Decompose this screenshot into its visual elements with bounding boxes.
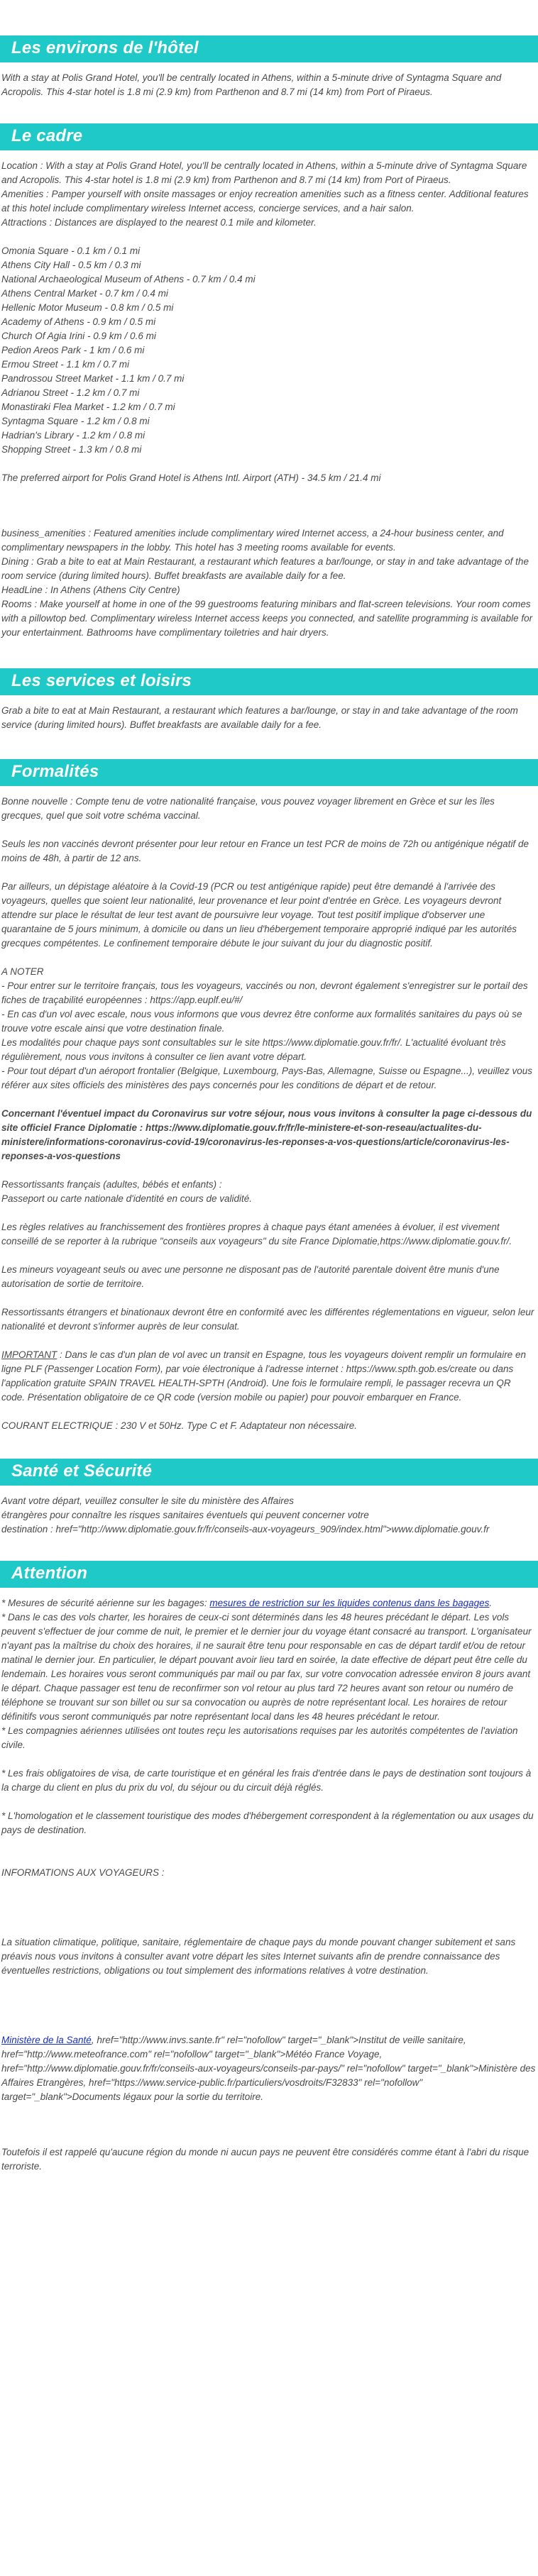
list-item: Monastiraki Flea Market - 1.2 km / 0.7 mi	[1, 402, 175, 412]
list-item: Pandrossou Street Market - 1.1 km / 0.7 mi	[1, 373, 185, 384]
list-item: Church Of Agia Irini - 0.9 km / 0.6 mi	[1, 331, 156, 341]
attention-compagnies: * Les compagnies aériennes utilisées ont toutes reçu les autorisations requises par les autorités compétentes de l'aviation civile.	[1, 1725, 518, 1750]
cadre-rooms: Rooms : Make yourself at home in one of the 99 guestrooms featuring minibars and flat-screen televisions. Your room comes with a pillowtop bed. Complimentary wireless Internet access keeps you connected, and satellite programming is available for your entertainment. Bathrooms have complimentary toiletries and hair dryers.	[1, 599, 533, 638]
ressortissants-line: Ressortissants français (adultes, bébés et enfants) :	[1, 1179, 222, 1190]
attention-toutefois: Toutefois il est rappelé qu'aucune région du monde ni aucun pays ne peuvent être considérés comme étant à l'abri du risque terroriste.	[1, 2147, 529, 2172]
cadre-dining: Dining : Grab a bite to eat at Main Restaurant, a restaurant which features a bar/lounge, or stay in and take advantage of the room service (during limited hours). Buffet breakfasts are available daily for a fee.	[1, 556, 529, 581]
formalites-p1: Bonne nouvelle : Compte tenu de votre nationalité française, vous pouvez voyager librement en Grèce et sur les îles grecques, quel que soit votre schéma vaccinal.	[1, 796, 495, 821]
attention-homologation: * L'homologation et le classement touristique des modes d'hébergement correspondent à la réglementation ou aux usages du pays de destination.	[1, 1811, 534, 1835]
formalites-important	[1, 1348, 537, 1405]
section-environs	[0, 35, 538, 99]
mesures-suffix: .	[489, 1598, 493, 1608]
list-item: Athens City Hall - 0.5 km / 0.3 mi	[1, 260, 141, 270]
list-item: Shopping Street - 1.3 km / 0.8 mi	[1, 444, 142, 455]
cadre-business: business_amenities : Featured amenities include complimentary wired Internet access, a 24-hour business center, and complimentary newspapers in the lobby. This hotel has 3 meeting rooms available for events.	[1, 528, 504, 553]
services-title: Les services et loisirs	[0, 668, 538, 695]
important-label: IMPORTANT	[1, 1349, 57, 1360]
attention-situation: La situation climatique, politique, sanitaire, réglementaire de chaque pays du monde pouvant changer subitement et sans préavis nous vous invitons à consulter avant votre départ les sites Internet suivants afin de prendre connaissance des éventuelles restrictions, obligations ou tout simplement des informations relatives à votre destination.	[1, 1937, 516, 1976]
list-item: Hellenic Motor Museum - 0.8 km / 0.5 mi	[1, 302, 174, 313]
ministere-line	[1, 2033, 537, 2104]
formalites-title: Formalités	[0, 759, 538, 786]
mesures-line	[1, 1596, 537, 1610]
list-item: Hadrian's Library - 1.2 km / 0.8 mi	[1, 430, 146, 441]
section-sante	[0, 1459, 538, 1537]
coronavirus-notice: Concernant l'éventuel impact du Coronavirus sur votre séjour, nous vous invitons à consulter la page ci-dessous du site officiel France Diplomatie : https://www.diplomatie.gouv.fr/fr/le-ministere-et-son-reseau/actualites-du-ministere/informations-coronavirus-covid-19/coronavirus-les-reponses-a-vos-questions/article/coronavirus-les-reponses-a-vos-questions	[1, 1108, 532, 1161]
sante-line: Avant votre départ, veuillez consulter le site du ministère des Affaires	[1, 1496, 294, 1506]
cadre-amenities: Amenities : Pamper yourself with onsite massages or enjoy recreation amenities such as a fitness center. Additional features at this hotel include complimentary wireless Internet access, concierge services, and a hair salon.	[1, 189, 529, 214]
sante-title: Santé et Sécurité	[0, 1459, 538, 1486]
noter-title: A NOTER	[1, 966, 44, 977]
ressortissants-block	[1, 1178, 537, 1206]
list-item: Pedion Areos Park - 1 km / 0.6 mi	[1, 345, 145, 355]
ministere-link[interactable]: Ministère de la Santé	[1, 2035, 92, 2045]
mesures-prefix: * Mesures de sécurité aérienne sur les bagages:	[1, 1598, 210, 1608]
list-item: Syntagma Square - 1.2 km / 0.8 mi	[1, 416, 150, 426]
list-item: Academy of Athens - 0.9 km / 0.5 mi	[1, 316, 156, 327]
formalites-p3: Par ailleurs, un dépistage aléatoire à la Covid-19 (PCR ou test antigénique rapide) peut être demandé à l'arrivée des voyageurs, quelles que soient leur nationalité, leur provenance et leur point d'entrée en Grèce. Les voyageurs devront attendre sur place le résultat de leur test avant de poursuivre leur voyage. Tout test positif implique d'observer une quarantaine de 5 jours minimum, à domicile ou dans un lieu d'hébergement temporaire approprié indiqué par les autorités grecques compétentes. Le confinement temporaire débute le jour suivant du jour du diagnostic positif.	[1, 881, 517, 949]
sante-line: destination : href="http://www.diplomatie.gouv.fr/fr/conseils-aux-voyageurs_909/index.html">www.diplomatie.gouv.fr	[1, 1524, 490, 1535]
ressortissants-line: Passeport ou carte nationale d'identité en cours de validité.	[1, 1193, 253, 1204]
infos-title: INFORMATIONS AUX VOYAGEURS :	[1, 1867, 165, 1878]
environs-title: Les environs de l'hôtel	[0, 35, 538, 62]
section-attention	[0, 1561, 538, 2174]
ministere-text: , href="http://www.invs.sante.fr" rel="nofollow" target="_blank">Institut de veille sanitaire, href="http://www.meteofrance.com" rel="nofollow" target="_blank">Météo France Voyage, href="http://www.diplomatie.gouv.fr/fr/conseils-aux-voyageurs/conseils-par-pays/" rel="nofollow" target="_blank">Ministère des Affaires Etrangères, href="https://www.service-public.fr/particuliers/vosdroits/F32833" rel="nofollow" target="_blank">Documents légaux pour la sortie du territoire.	[1, 2035, 536, 2102]
attention-title: Attention	[0, 1561, 538, 1588]
section-formalites	[0, 759, 538, 1433]
cadre-attractions: Attractions : Distances are displayed to the nearest 0.1 mile and kilometer.	[1, 217, 317, 228]
list-item: Adrianou Street - 1.2 km / 0.7 mi	[1, 387, 140, 398]
noter-line: - Pour tout départ d'un aéroport frontalier (Belgique, Luxembourg, Pays-Bas, Allemagne, Suisse ou Espagne...), veuillez vous référer aux sites officiels des ministères des pays concernés pour les conditions de départ et de retour.	[1, 1066, 532, 1090]
attention-frais: * Les frais obligatoires de visa, de carte touristique et en général les frais d'entrée dans le pays de destination sont toujours à la charge du client en plus du prix du vol, du séjour ou du circuit déjà réglés.	[1, 1768, 532, 1793]
list-item: Ermou Street - 1.1 km / 0.7 mi	[1, 359, 130, 370]
cadre-airport: The preferred airport for Polis Grand Hotel is Athens Intl. Airport (ATH) - 34.5 km / 21.4 mi	[1, 472, 381, 483]
list-item: National Archaeological Museum of Athens - 0.7 km / 0.4 mi	[1, 274, 256, 284]
important-text: : Dans le cas d'un plan de vol avec un transit en Espagne, tous les voyageurs doivent remplir un formulaire en ligne PLF (Passenger Location Form), par voie électronique à l'adresse internet : https://www.spth.gob.es/create ou dans l'application gratuite SPAIN TRAVEL HEALTH-SPTH (Android). Une fois le formulaire rempli, le passager recevra un QR code. Présentation obligatoire de ce QR code (version mobile ou papier) pour pouvoir embarquer en France.	[1, 1349, 526, 1403]
environs-text: With a stay at Polis Grand Hotel, you'll be centrally located in Athens, within a 5-minute drive of Syntagma Square and Acropolis. This 4-star hotel is 1.8 mi (2.9 km) from Parthenon and 8.7 mi (14 km) from Port of Piraeus.	[1, 72, 502, 97]
noter-block	[1, 965, 537, 1093]
noter-line: - En cas d'un vol avec escale, nous vous informons que vous devrez être conforme aux formalités sanitaires du pays où se trouve votre escale ainsi que votre destination finale.	[1, 1009, 522, 1034]
attention-charter: * Dans le cas des vols charter, les horaires de ceux-ci sont déterminés dans les 48 heures précédant le départ. Les vols peuvent s'effectuer de jour comme de nuit, le premier et le dernier jour du voyage étant consacré au transport. L'organisateur n'ayant pas la maîtrise du choix des horaires, il ne saurait être tenu pour responsable en cas de départ tardif et/ou de retour matinal le dernier jour. En particulier, le départ pouvant avoir lieu tard en soirée, la date effective de départ peut être celle du lendemain. Les horaires vous seront communiqués par mail ou par fax, sur votre convocation adressée environ 8 jours avant le départ. Chaque passager est tenu de reconfirmer son vol retour au plus tard 72 heures avant son retour ou numéro de téléphone se trouvant sur son billet ou sur sa convocation ou auprès de notre représentant local. Les horaires de retour définitifs vous seront communiqués par notre représentant local dans les 48 heures précédant le retour.	[1, 1612, 532, 1722]
noter-line: - Pour entrer sur le territoire français, tous les voyageurs, vaccinés ou non, devront également s'enregistrer sur le portail des fiches de traçabilité européennes : https://app.euplf.eu/#/	[1, 980, 528, 1005]
list-item: Omonia Square - 0.1 km / 0.1 mi	[1, 245, 141, 256]
cadre-location: Location : With a stay at Polis Grand Hotel, you'll be centrally located in Athens, within a 5-minute drive of Syntagma Square and Acropolis. This 4-star hotel is 1.8 mi (2.9 km) from Parthenon and 8.7 mi (14 km) from Port of Piraeus.	[1, 160, 527, 185]
cadre-headline: HeadLine : In Athens (Athens City Centre)	[1, 585, 180, 595]
mesures-link[interactable]: mesures de restriction sur les liquides contenus dans les bagages	[209, 1598, 490, 1608]
section-cadre	[0, 123, 538, 640]
places-list	[1, 244, 537, 457]
page	[0, 35, 538, 2174]
sante-line: étrangères pour connaître les risques sanitaires éventuels qui peuvent concerner votre	[1, 1510, 369, 1520]
formalites-courant: COURANT ELECTRIQUE : 230 V et 50Hz. Type C et F. Adaptateur non nécessaire.	[1, 1420, 357, 1431]
section-services	[0, 668, 538, 732]
formalites-binationaux: Ressortissants étrangers et binationaux devront être en conformité avec les différentes réglementations en vigueur, selon leur nationalité et devront s'informer auprès de leur consulat.	[1, 1307, 534, 1332]
services-text: Grab a bite to eat at Main Restaurant, a restaurant which features a bar/lounge, or stay in and take advantage of the room service (during limited hours). Buffet breakfasts are available daily for a fee.	[1, 705, 518, 730]
formalites-mineurs: Les mineurs voyageant seuls ou avec une personne ne disposant pas de l'autorité parentale doivent être munis d'une autorisation de sortie de territoire.	[1, 1264, 500, 1289]
noter-line: Les modalités pour chaque pays sont consultables sur le site https://www.diplomatie.gouv.fr/fr/. L'actualité évoluant très régulièrement, nous vous invitons à consulter ce lien avant votre départ.	[1, 1037, 506, 1062]
formalites-p2: Seuls les non vaccinés devront présenter pour leur retour en France un test PCR de moins de 72h ou antigénique négatif de moins de 48h, à partir de 12 ans.	[1, 839, 529, 863]
cadre-title: Le cadre	[0, 123, 538, 150]
list-item: Athens Central Market - 0.7 km / 0.4 mi	[1, 288, 168, 299]
formalites-regles: Les règles relatives au franchissement des frontières propres à chaque pays étant amenées à évoluer, il est vivement conseillé de se reporter à la rubrique "conseils aux voyageurs" du site France Diplomatie,https://www.diplomatie.gouv.fr/.	[1, 1222, 512, 1246]
